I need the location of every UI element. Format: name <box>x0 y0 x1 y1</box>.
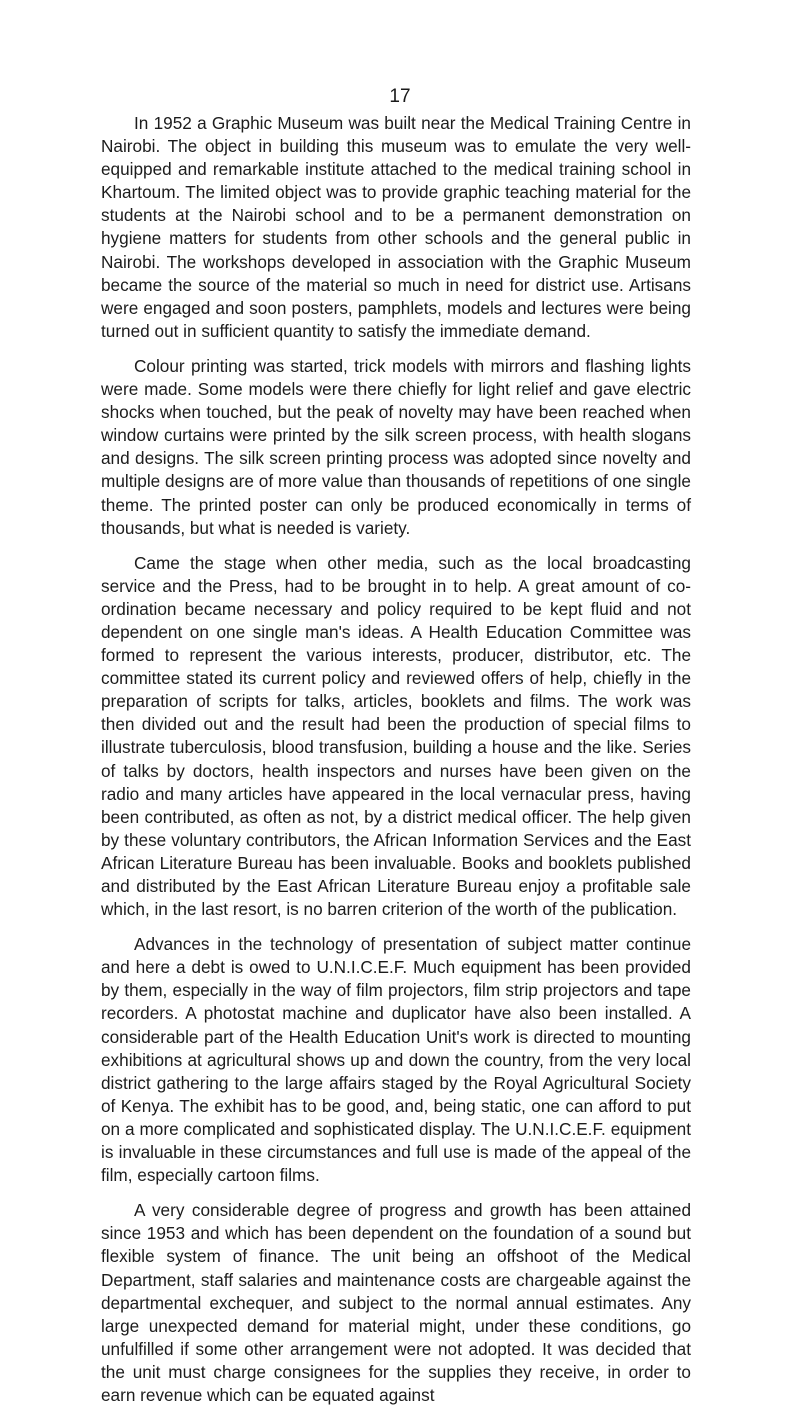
paragraph-graphic-museum: In 1952 a Graphic Museum was built near the Medical Training Centre in Nairobi. The object in building this museum was to emulate the very well-equipped and remarkable institute attached to the medical training school in Khartoum. The limited object was to provide graphic teaching material for the students at the Nairobi school and to be a permanent demonstration on hygiene matters for students from other schools and the general public in Nairobi. The workshops developed in association with the Graphic Museum became the source of the material so much in need for district use. Artisans were engaged and soon posters, pamphlets, models and lectures were being turned out in sufficient quantity to satisfy the immediate demand. <box>101 113 691 341</box>
paragraph-colour-printing: Colour printing was started, trick models with mirrors and flashing lights were made. Some models were there chiefly for light relief and gave electric shocks when touched, but the peak of novelty may have been reached when window curtains were printed by the silk screen process, with health slogans and designs. The silk screen printing process was adopted since novelty and multiple designs are of more value than thousands of repetitions of one single theme. The printed poster can only be produced economically in terms of thousands, but what is needed is variety. <box>101 355 691 538</box>
paragraph-technology-advances: Advances in the technology of presentation of subject matter continue and here a debt is owed to U.N.I.C.E.F. Much equipment has been provided by them, especially in the way of film projectors, film strip projectors and tape recorders. A photostat machine and duplicator have also been installed. A considerable part of the Health Education Unit's work is directed to mounting exhibitions at agricultural shows up and down the country, from the very local district gathering to the large affairs staged by the Royal Agricultural Society of Kenya. The exhibit has to be good, and, being static, one can afford to put on a more complicated and sophisticated display. The U.N.I.C.E.F. equipment is invaluable in these circumstances and full use is made of the appeal of the film, especially cartoon films. <box>101 934 691 1186</box>
body-text <box>101 112 691 1419</box>
page-number: 17 <box>389 86 411 107</box>
paragraph-finance: A very considerable degree of progress and growth has been attained since 1953 and which has been dependent on the foundation of a sound but flexible system of finance. The unit being an offshoot of the Medical Department, staff salaries and maintenance costs are chargeable against the departmental exchequer, and subject to the normal annual estimates. Any large unexpected demand for material might, under these conditions, go unfulfilled if some other arrangement were not adopted. It was decided that the unit must charge consignees for the supplies they receive, in order to earn revenue which can be equated against <box>101 1200 691 1405</box>
paragraph-other-media: Came the stage when other media, such as the local broadcasting service and the Press, had to be brought in to help. A great amount of co-ordination became necessary and policy required to be kept fluid and not dependent on one single man's ideas. A Health Education Committee was formed to represent the various interests, producer, distributor, etc. The committee stated its current policy and reviewed offers of help, chiefly in the preparation of scripts for talks, articles, booklets and films. The work was then divided out and the result had been the production of special films to illustrate tuberculosis, blood transfusion, building a house and the like. Series of talks by doctors, health inspectors and nurses have been given on the radio and many articles have appeared in the local vernacular press, having been contributed, as often as not, by a district medical officer. The help given by these voluntary contributors, the African Information Services and the East African Literature Bureau has been invaluable. Books and booklets published and distributed by the East African Literature Bureau enjoy a profitable sale which, in the last resort, is no barren criterion of the worth of the publication. <box>101 552 691 920</box>
